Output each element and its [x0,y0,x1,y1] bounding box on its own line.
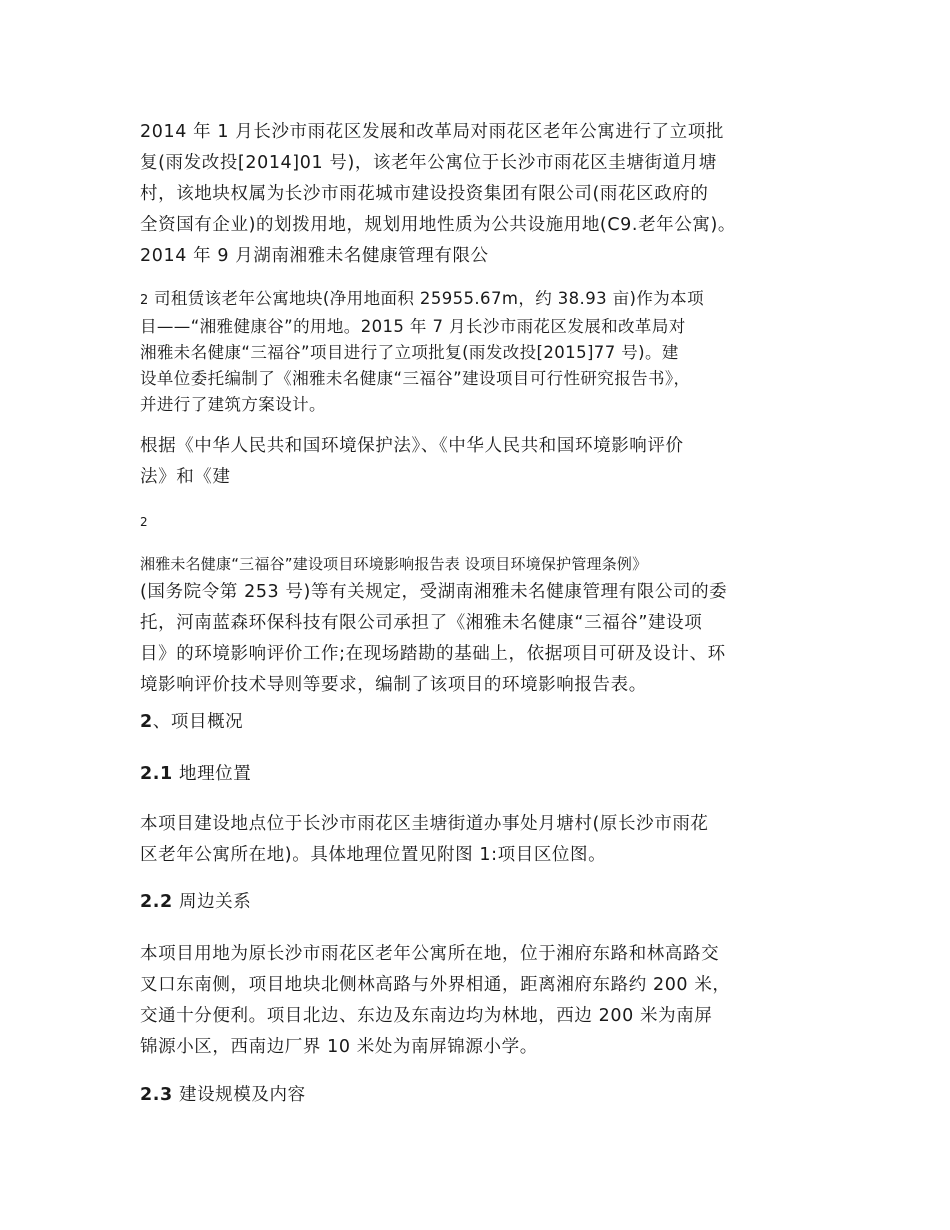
section-title: 地理位置 [172,764,252,784]
text-line: 目——“湘雅健康谷”的用地。2015 年 7 月长沙市雨花区发展和改革局对 [140,317,686,336]
section-heading-2 [140,708,243,736]
section-number: 2.2 [140,892,173,912]
section-number: 2 [140,712,153,732]
lease-paragraph [140,286,830,418]
text-line: (国务院令第 253 号)等有关规定，受湖南湘雅未名健康管理有限公司的委 [140,582,728,602]
text-line: 本项目用地为原长沙市雨花区老年公寓所在地，位于湘府东路和林高路交 [140,944,720,964]
footnote-marker: 2 [140,293,149,308]
text-line: 托，河南蓝森环保科技有限公司承担了《湘雅未名健康“三福谷”建设项 [140,613,703,633]
text-line: 并进行了建筑方案设计。 [140,395,326,414]
section-number: 2.1 [140,764,173,784]
law-paragraph [140,431,830,493]
text-line: 根据《中华人民共和国环境保护法》、《中华人民共和国环境影响评价 [140,436,684,456]
text-line: 交通十分便利。项目北边、东边及东南边均为林地，西边 200 米为南屏 [140,1006,713,1026]
text-line: 全资国有企业)的划拨用地，规划用地性质为公共设施用地(C9.老年公寓)。 [140,215,736,235]
section-heading-2-2 [140,888,251,916]
commission-paragraph [140,577,830,701]
location-paragraph [140,809,830,871]
section-title: 建设规模及内容 [172,1085,306,1105]
text-line: 2014 年 1 月长沙市雨花区发展和改革局对雨花区老年公寓进行了立项批 [140,122,724,142]
section-heading-2-3 [140,1081,306,1109]
text-line: 锦源小区，西南边厂界 10 米处为南屏锦源小学。 [140,1037,538,1057]
page-number: 2 [140,515,148,529]
text-line: 村，该地块权属为长沙市雨花城市建设投资集团有限公司(雨花区政府的 [140,184,709,204]
text-line: 本项目建设地点位于长沙市雨花区圭塘街道办事处月塘村(原长沙市雨花 [140,814,709,834]
intro-paragraph [140,117,830,272]
text-segment: 司租赁该老年公寓地块(净用地面积 25955.67m，约 38.93 亩)作为本项 [153,289,704,308]
text-line: 叉口东南侧，项目地块北侧林高路与外界相通，距离湘府东路约 200 米， [140,975,731,995]
text-line: 设单位委托编制了《湘雅未名健康“三福谷”建设项目可行性研究报告书》， [140,369,691,388]
text-line [140,286,830,314]
text-line: 复(雨发改投[2014]01 号)，该老年公寓位于长沙市雨花区圭塘街道月塘 [140,153,717,173]
section-title: 周边关系 [172,892,252,912]
text-line: 湘雅未名健康“三福谷”项目进行了立项批复(雨发改投[2015]77 号)。建 [140,343,679,362]
text-line: 区老年公寓所在地)。具体地理位置见附图 1:项目区位图。 [140,845,607,865]
text-line: 目》的环境影响评价工作;在现场踏勘的基础上，依据项目可研及设计、环 [140,644,726,664]
header-line [140,552,830,576]
text-line: 2014 年 9 月湖南湘雅未名健康管理有限公 [140,246,489,266]
section-heading-2-1 [140,760,251,788]
section-title: 、项目概况 [152,712,244,732]
section-number: 2.3 [140,1085,173,1105]
text-line: 法》和《建 [140,467,231,487]
text-line: 湘雅未名健康“三福谷”建设项目环境影响报告表 设项目环境保护管理条例》 [140,555,648,573]
text-line: 境影响评价技术导则等要求，编制了该项目的环境影响报告表。 [140,675,647,695]
surroundings-paragraph [140,939,830,1063]
